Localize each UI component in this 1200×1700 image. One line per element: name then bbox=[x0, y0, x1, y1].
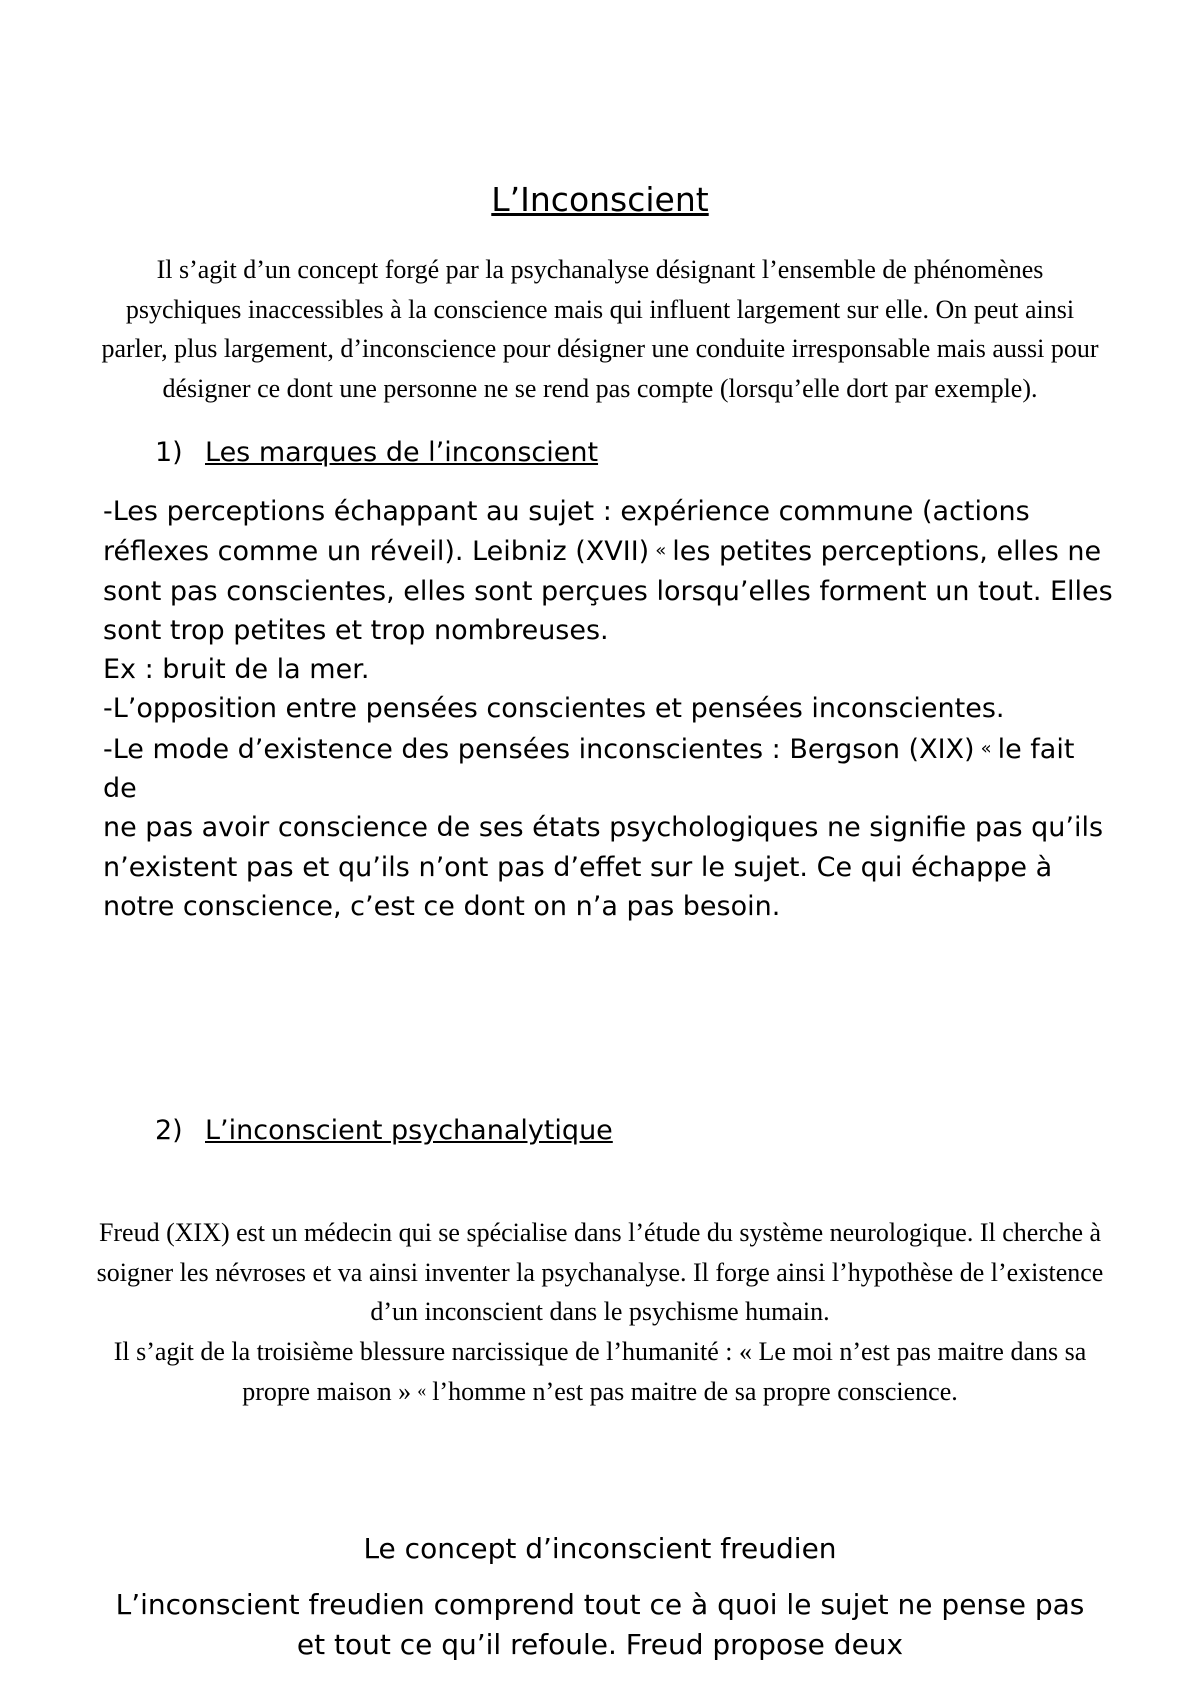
section-3-paragraph: L’inconscient freudien comprend tout ce à quoi le sujet ne pense pas et tout ce qu’il refoule. Freud propose deux bbox=[115, 1588, 1085, 1661]
bergson-continuation-2: n’existent pas et qu’ils n’ont pas d’effet sur le sujet. Ce qui échappe à notre conscience, c’est ce dont on n’a pas besoin. bbox=[103, 851, 1053, 922]
section-1-title: Les marques de l’inconscient bbox=[205, 437, 599, 468]
perceptions-text-b: les petites perceptions, elles ne sont pas conscientes, elles sont perçues lorsqu’elles forment un tout. Elles sont trop petites et trop nombreuses. bbox=[103, 536, 1113, 646]
section-2-title: L’inconscient psychanalytique bbox=[205, 1115, 613, 1146]
narcissism-text-a: Il s’agit de la troisième blessure narcissique de l’humanité : « Le moi n’est pas maitre dans sa propre maison » bbox=[113, 1336, 1087, 1406]
arrow-icon: « bbox=[655, 540, 667, 562]
arrow-icon: « bbox=[417, 1380, 427, 1400]
example-line: Ex : bruit de la mer. bbox=[103, 654, 370, 686]
section-2-body bbox=[95, 1213, 1105, 1412]
page-title: L’Inconscient bbox=[491, 180, 709, 219]
narcissism-text-b: l’homme n’est pas maitre de sa propre conscience. bbox=[432, 1377, 958, 1406]
intro-paragraph: Il s’agit d’un concept forgé par la psychanalyse désignant l’ensemble de phénomènes psychiques inaccessibles à la conscience mais qui influent largement sur elle. On peut ainsi parler, plus largement, d’inconscience pour désigner une conduite irresponsable mais aussi pour désigner ce dont une personne ne se rend pas compte (lorsqu’elle dort par exemple). bbox=[101, 255, 1099, 403]
freud-paragraph: Freud (XIX) est un médecin qui se spécialise dans l’étude du système neurologique. Il cherche à soigner les névroses et va ainsi inventer la psychanalyse. Il forge ainsi l’hypothèse de l’existence d’un inconscient dans le psychisme humain. bbox=[96, 1218, 1104, 1326]
section-1-heading bbox=[155, 437, 598, 468]
section-2-number: 2) bbox=[155, 1115, 183, 1146]
arrow-icon: « bbox=[980, 737, 992, 759]
perceptions-text-a: -Les perceptions échappant au sujet : expérience commune (actions réflexes comme un réveil). Leibniz (XVII) bbox=[103, 496, 1030, 568]
perceptions-paragraph bbox=[103, 492, 1113, 650]
bergson-text-b: le fait de bbox=[103, 733, 1075, 805]
section-1-number: 1) bbox=[155, 437, 183, 468]
narcissism-paragraph bbox=[95, 1332, 1105, 1412]
section-3-heading: Le concept d’inconscient freudien bbox=[363, 1532, 837, 1565]
section-2-heading bbox=[155, 1115, 613, 1146]
bergson-continuation-1: ne pas avoir conscience de ses états psychologiques ne signifie pas qu’ils bbox=[103, 812, 1104, 844]
section-1-body bbox=[103, 492, 1113, 926]
bergson-paragraph bbox=[103, 729, 1113, 809]
opposition-paragraph: -L’opposition entre pensées conscientes et pensées inconscientes. bbox=[103, 693, 1005, 725]
bergson-text-a: -Le mode d’existence des pensées inconscientes : Bergson (XIX) bbox=[103, 733, 975, 765]
